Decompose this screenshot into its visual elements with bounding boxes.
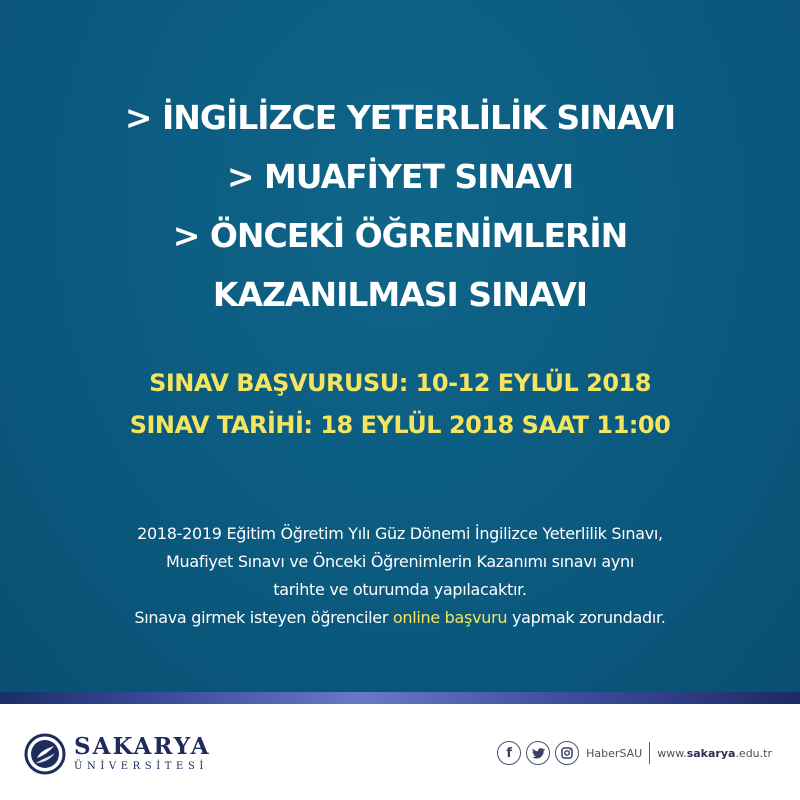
footer-divider bbox=[649, 742, 650, 764]
website-prefix: www. bbox=[657, 746, 687, 760]
headline-line-1: > İNGİLİZCE YETERLİLİK SINAVI bbox=[124, 98, 676, 137]
website-suffix: .edu.tr bbox=[735, 746, 772, 760]
website-link[interactable] bbox=[657, 747, 772, 760]
application-dates: SINAV BAŞVURUSU: 10-12 EYLÜL 2018 bbox=[149, 369, 651, 397]
footer-stripe bbox=[0, 692, 800, 704]
description-line-4 bbox=[0, 604, 800, 632]
description-line-4-start: Sınava girmek isteyen öğrenciler bbox=[134, 608, 393, 627]
facebook-icon[interactable]: f bbox=[497, 741, 521, 765]
university-emblem-icon bbox=[24, 733, 66, 775]
description-line-3: tarihte ve oturumda yapılacaktır. bbox=[273, 580, 527, 599]
university-logo[interactable] bbox=[24, 728, 211, 780]
headline bbox=[0, 88, 800, 324]
social-links bbox=[497, 740, 772, 766]
logo-text bbox=[74, 734, 211, 774]
twitter-icon[interactable] bbox=[526, 741, 550, 765]
exam-info bbox=[0, 362, 800, 446]
social-handle[interactable]: HaberSAU bbox=[586, 746, 643, 760]
logo-name: SAKARYA bbox=[74, 733, 211, 760]
description-line-4-end: yapmak zorundadır. bbox=[507, 608, 666, 627]
footer bbox=[0, 704, 800, 800]
website-domain: sakarya bbox=[686, 746, 736, 760]
exam-date: SINAV TARİHİ: 18 EYLÜL 2018 SAAT 11:00 bbox=[129, 411, 671, 439]
instagram-icon[interactable] bbox=[555, 741, 579, 765]
description-line-2: Muafiyet Sınavı ve Önceki Öğrenimlerin Kazanımı sınavı aynı bbox=[166, 552, 634, 571]
twitter-bird-glyph bbox=[532, 748, 545, 759]
headline-line-3: > ÖNCEKİ ÖĞRENİMLERİN bbox=[172, 216, 628, 255]
description-line-1: 2018-2019 Eğitim Öğretim Yılı Güz Dönemi İngilizce Yeterlilik Sınavı, bbox=[137, 524, 663, 543]
description bbox=[0, 520, 800, 632]
online-application-highlight: online başvuru bbox=[392, 608, 508, 627]
headline-line-4: KAZANILMASI SINAVI bbox=[212, 275, 588, 314]
instagram-camera-glyph bbox=[561, 747, 573, 759]
headline-line-2: > MUAFİYET SINAVI bbox=[226, 157, 574, 196]
logo-subtitle: ÜNİVERSİTESİ bbox=[74, 761, 208, 772]
